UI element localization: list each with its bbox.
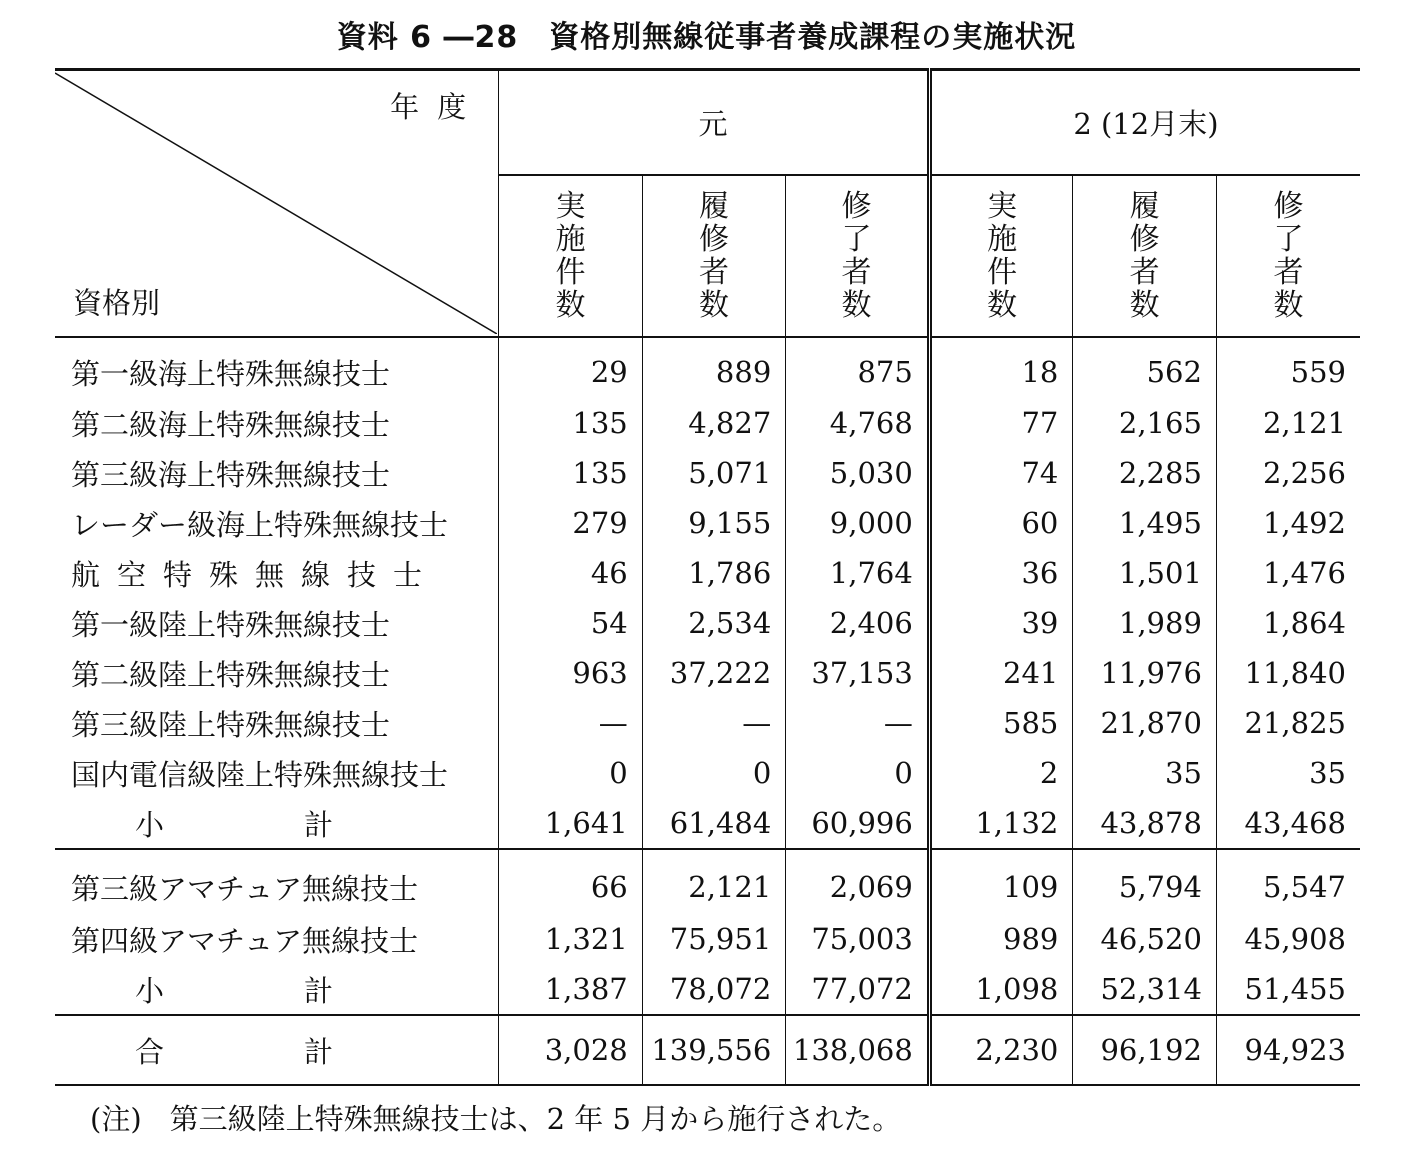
value-cell: 43,468 <box>1216 798 1360 849</box>
value-cell: 1,492 <box>1262 506 1346 540</box>
row-label-part: 小 <box>135 973 165 1008</box>
value-cell: 35 <box>1309 756 1346 790</box>
value-cell: 2,285 <box>1073 448 1217 498</box>
table-row <box>55 964 1360 1015</box>
value-cell: 1,786 <box>642 548 786 598</box>
row-label-part: 計 <box>304 807 334 842</box>
value-cell: 21,870 <box>1073 698 1217 748</box>
row-label: 第一級海上特殊無線技士 <box>55 337 499 398</box>
footnote-text: 第三級陸上特殊無線技士は、2 年 5 月から施行された。 <box>169 1102 902 1136</box>
value-cell: 241 <box>929 648 1073 698</box>
training-table <box>55 68 1360 1086</box>
value-cell: 60,996 <box>786 798 930 849</box>
value-cell: 9,000 <box>786 498 930 548</box>
value-cell: 0 <box>499 748 643 798</box>
row-label: 第二級陸上特殊無線技士 <box>55 648 499 698</box>
row-label-part: 小 <box>135 807 165 842</box>
value-cell: 5,794 <box>1073 849 1217 914</box>
table-row <box>55 748 1360 798</box>
value-cell: 135 <box>499 448 643 498</box>
subheader-cases-y2: 実施件数 <box>929 175 1073 337</box>
value-cell: 75,951 <box>642 914 786 964</box>
value-cell: 29 <box>499 337 643 398</box>
value-cell: 2,121 <box>642 849 786 914</box>
value-cell: 96,192 <box>1073 1015 1217 1085</box>
value-cell: 875 <box>786 337 930 398</box>
value-cell: 2,230 <box>929 1015 1073 1085</box>
qualification-axis-label: 資格別 <box>73 286 161 320</box>
table-row <box>55 548 1360 598</box>
value-cell: — <box>786 698 930 748</box>
value-cell: — <box>642 698 786 748</box>
value-cell: 889 <box>642 337 786 398</box>
value-cell: 74 <box>929 448 1073 498</box>
value-cell: 77 <box>929 398 1073 448</box>
value-cell: 43,878 <box>1073 798 1217 849</box>
value-cell: 66 <box>499 849 643 914</box>
page-title: 資料 6 ―28 資格別無線従事者養成課程の実施状況 <box>336 20 1077 55</box>
value-cell: 2,256 <box>1262 456 1346 490</box>
value-cell: 2,534 <box>642 598 786 648</box>
value-cell: 585 <box>929 698 1073 748</box>
value-cell: 45,908 <box>1244 922 1346 956</box>
table-row <box>55 648 1360 698</box>
row-label-part: 計 <box>304 1034 334 1069</box>
value-cell: 61,484 <box>642 798 786 849</box>
year-header-2: 2 (12月末) <box>929 70 1360 176</box>
table-row <box>55 798 1360 849</box>
value-cell: 1,132 <box>929 798 1073 849</box>
value-cell: 138,068 <box>786 1015 930 1085</box>
value-cell: 18 <box>929 337 1073 398</box>
value-cell: 135 <box>499 398 643 448</box>
table-row <box>55 337 1360 398</box>
table-row <box>55 698 1360 748</box>
value-cell: 562 <box>1073 337 1217 398</box>
value-cell: 39 <box>929 598 1073 648</box>
value-cell: 52,314 <box>1073 964 1217 1015</box>
value-cell: 54 <box>499 598 643 648</box>
subheader-completed-y2: 修了者数 <box>1216 175 1360 337</box>
value-cell: 37,153 <box>786 648 930 698</box>
value-cell: 11,840 <box>1244 656 1346 690</box>
value-cell: 1,387 <box>499 964 643 1015</box>
row-label: 第三級陸上特殊無線技士 <box>55 698 499 748</box>
row-label: 国内電信級陸上特殊無線技士 <box>55 748 499 798</box>
year-header-gannen: 元 <box>499 70 930 176</box>
row-label <box>55 964 499 1015</box>
row-label: 第二級海上特殊無線技士 <box>55 398 499 448</box>
value-cell: 1,764 <box>786 548 930 598</box>
row-label-part: 合 <box>135 1034 165 1069</box>
row-label: 第三級アマチュア無線技士 <box>55 849 499 914</box>
value-cell: 1,864 <box>1262 606 1346 640</box>
value-cell: 2 <box>929 748 1073 798</box>
value-cell: 3,028 <box>499 1015 643 1085</box>
value-cell: 51,455 <box>1216 964 1360 1015</box>
value-cell: — <box>499 698 643 748</box>
table-body <box>55 337 1360 1085</box>
value-cell: 2,165 <box>1073 398 1217 448</box>
value-cell: 1,321 <box>499 914 643 964</box>
row-label-part: 計 <box>304 973 334 1008</box>
value-cell: 46 <box>499 548 643 598</box>
row-label: 第四級アマチュア無線技士 <box>55 914 499 964</box>
subheader-cases-y1: 実施件数 <box>499 175 643 337</box>
table-row <box>55 598 1360 648</box>
footnote-prefix: (注) <box>90 1102 142 1136</box>
value-cell: 0 <box>642 748 786 798</box>
table-row <box>55 498 1360 548</box>
value-cell: 94,923 <box>1216 1015 1360 1085</box>
value-cell: 35 <box>1073 748 1217 798</box>
value-cell: 78,072 <box>642 964 786 1015</box>
value-cell: 1,098 <box>929 964 1073 1015</box>
value-cell: 279 <box>499 498 643 548</box>
year-axis-label: 年度 <box>390 90 485 124</box>
value-cell: 5,071 <box>642 448 786 498</box>
value-cell: 11,976 <box>1073 648 1217 698</box>
value-cell: 4,827 <box>642 398 786 448</box>
value-cell: 77,072 <box>786 964 930 1015</box>
header-row-years <box>55 70 1360 176</box>
row-label: 第一級陸上特殊無線技士 <box>55 598 499 648</box>
value-cell: 989 <box>929 914 1073 964</box>
table-row <box>55 914 1360 964</box>
value-cell: 9,155 <box>642 498 786 548</box>
row-label: 第三級海上特殊無線技士 <box>55 448 499 498</box>
value-cell: 109 <box>929 849 1073 914</box>
value-cell: 46,520 <box>1073 914 1217 964</box>
value-cell: 60 <box>929 498 1073 548</box>
row-label <box>55 1015 499 1085</box>
table-row <box>55 849 1360 914</box>
value-cell: 75,003 <box>786 914 930 964</box>
value-cell: 963 <box>499 648 643 698</box>
subheader-enrolled-y1: 履修者数 <box>642 175 786 337</box>
value-cell: 1,641 <box>499 798 643 849</box>
value-cell: 1,495 <box>1073 498 1217 548</box>
value-cell: 2,406 <box>786 598 930 648</box>
subheader-enrolled-y2: 履修者数 <box>1073 175 1217 337</box>
value-cell: 4,768 <box>786 398 930 448</box>
value-cell: 36 <box>929 548 1073 598</box>
value-cell: 2,069 <box>786 849 930 914</box>
header-corner <box>55 70 499 338</box>
subheader-completed-y1: 修了者数 <box>786 175 930 337</box>
value-cell: 559 <box>1290 355 1346 389</box>
row-label: 航空特殊無線技士 <box>55 548 499 598</box>
table-row <box>55 448 1360 498</box>
value-cell: 21,825 <box>1244 706 1346 740</box>
value-cell: 2,121 <box>1262 406 1346 440</box>
footnote <box>90 1097 901 1138</box>
row-label: レーダー級海上特殊無線技士 <box>55 498 499 548</box>
row-label <box>55 798 499 849</box>
table-row <box>55 398 1360 448</box>
value-cell: 5,030 <box>786 448 930 498</box>
value-cell: 139,556 <box>642 1015 786 1085</box>
total-row <box>55 1015 1360 1085</box>
value-cell: 1,501 <box>1073 548 1217 598</box>
value-cell: 5,547 <box>1262 870 1346 904</box>
value-cell: 1,989 <box>1073 598 1217 648</box>
value-cell: 0 <box>786 748 930 798</box>
value-cell: 37,222 <box>642 648 786 698</box>
value-cell: 1,476 <box>1262 556 1346 590</box>
